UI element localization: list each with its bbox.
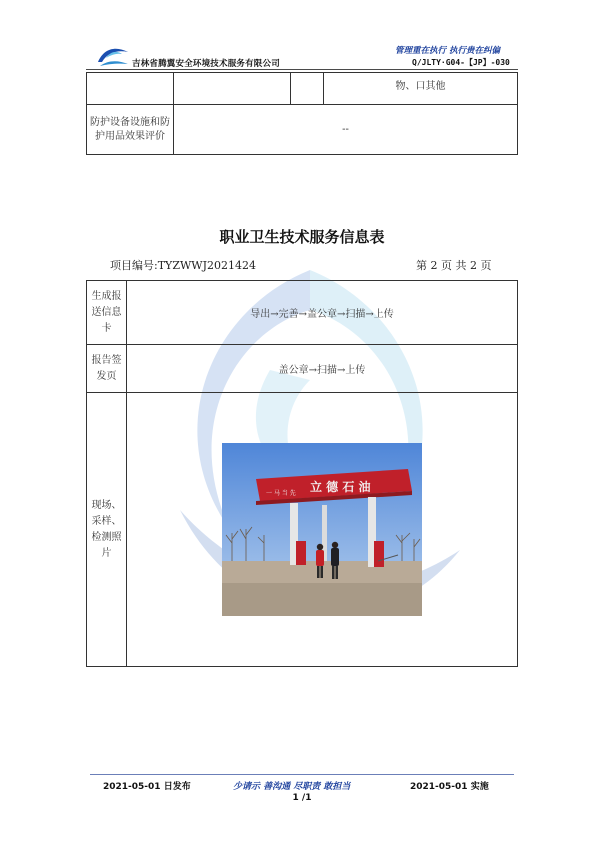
table-row xyxy=(87,105,518,155)
table-cell xyxy=(87,73,174,105)
company-logo-icon xyxy=(96,42,130,68)
station-sign-text: 立 德 石 油 xyxy=(310,480,371,494)
page-title: 职业卫生技术服务信息表 xyxy=(219,228,385,246)
row-label: 报告签发页 xyxy=(87,345,127,393)
company-name: 吉林省腾翼安全环境技术服务有限公司 xyxy=(132,59,280,69)
info-table xyxy=(86,280,518,667)
photo-cell xyxy=(127,393,518,667)
row-value: 盖公章→扫描→上传 xyxy=(127,345,518,393)
row-label: 生成报送信息卡 xyxy=(87,281,127,345)
page-number: 1 /1 xyxy=(292,793,312,803)
footer-divider xyxy=(90,774,514,775)
project-number-label: 项目编号: xyxy=(110,259,158,272)
protection-table xyxy=(86,72,518,155)
table-row xyxy=(87,345,518,393)
footer-slogan: 少请示 善沟通 尽职责 敢担当 xyxy=(233,782,351,792)
table-row xyxy=(87,73,518,105)
station-sign-small: 一 马 当 先 xyxy=(266,490,296,497)
implement-date: 2021-05-01 实施 xyxy=(410,782,489,792)
document-number: Q/JLTY·G04-【JP】-030 xyxy=(412,58,510,67)
project-number xyxy=(110,257,256,273)
row-label: 防护设备设施和防护用品效果评价 xyxy=(87,105,174,155)
table-row xyxy=(87,393,518,667)
table-cell xyxy=(174,73,291,105)
site-photo xyxy=(222,443,422,616)
table-cell xyxy=(291,73,324,105)
row-value: -- xyxy=(174,105,518,155)
page-header xyxy=(0,0,604,75)
publish-date: 2021-05-01 日发布 xyxy=(103,782,191,792)
header-divider xyxy=(86,69,518,70)
table-row xyxy=(87,281,518,345)
row-label: 现场、采样、检测照片 xyxy=(87,393,127,667)
page-info: 第 2 页 共 2 页 xyxy=(416,259,492,272)
project-number-value: TYZWWJ2021424 xyxy=(157,259,256,272)
row-value: 导出→完善→盖公章→扫描→上传 xyxy=(127,281,518,345)
header-motto: 管理重在执行 执行贵在纠偏 xyxy=(395,46,500,56)
table-cell: 物、口其他 xyxy=(324,73,518,105)
